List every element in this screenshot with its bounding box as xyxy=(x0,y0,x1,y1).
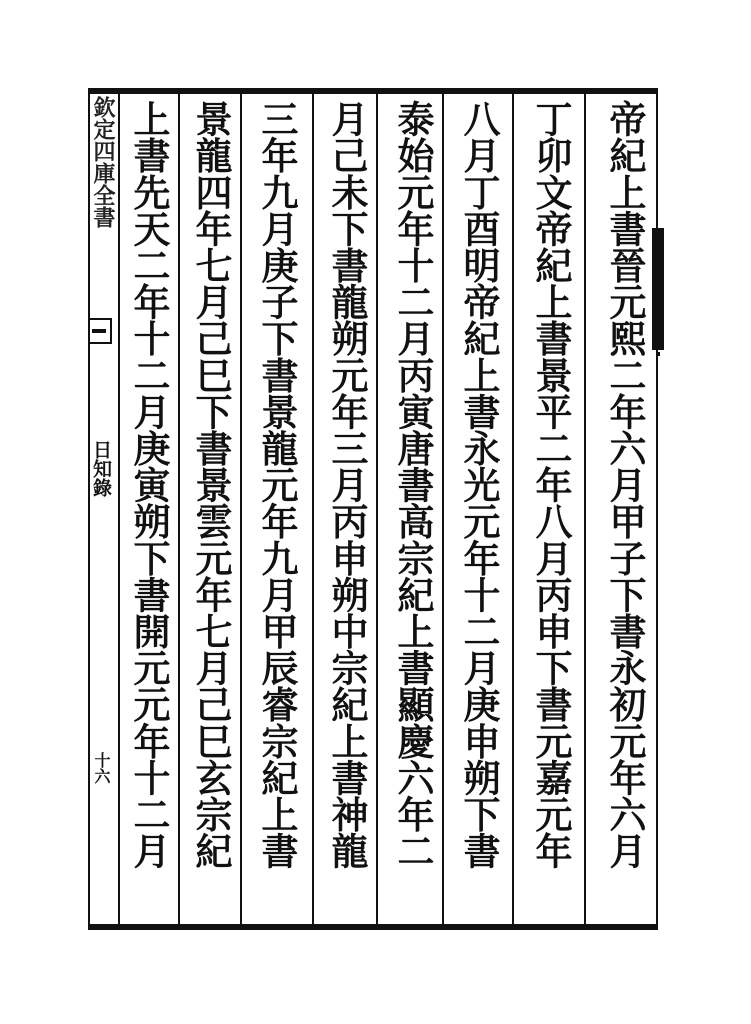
text-column: 八月丁酉明帝紀上書永光元年十二月庚申朔下書 xyxy=(457,100,501,869)
binding-dot xyxy=(656,352,660,356)
text-column: 景龍四年七月己巳下書景雲元年七月己巳玄宗紀 xyxy=(189,100,233,869)
text-column: 丁卯文帝紀上書景平二年八月丙申下書元嘉元年 xyxy=(529,100,573,869)
fishtail-mark xyxy=(90,318,112,344)
collection-title: 欽定四庫全書 xyxy=(90,96,116,228)
text-column: 泰始元年十二月丙寅唐書高宗紀上書顯慶六年二 xyxy=(391,100,435,869)
page-number: 十六 xyxy=(92,752,111,784)
column-rule xyxy=(442,94,444,924)
text-column: 帝紀上書晉元熙二年六月甲子下書永初元年六月 xyxy=(603,100,647,869)
text-column: 月己未下書龍朔元年三月丙申朔中宗紀上書神龍 xyxy=(325,100,369,869)
text-column: 三年九月庚子下書景龍元年九月甲辰睿宗紀上書 xyxy=(255,100,299,869)
column-rule xyxy=(512,94,514,924)
binding-mark xyxy=(652,228,664,350)
column-rule xyxy=(240,94,242,924)
column-rule xyxy=(584,94,586,924)
column-rule xyxy=(312,94,314,924)
text-column: 上書先天二年十二月庚寅朔下書開元元年十二月 xyxy=(127,100,171,869)
column-rule xyxy=(178,94,180,924)
column-rule xyxy=(376,94,378,924)
book-title: 日知錄 xyxy=(90,440,112,497)
